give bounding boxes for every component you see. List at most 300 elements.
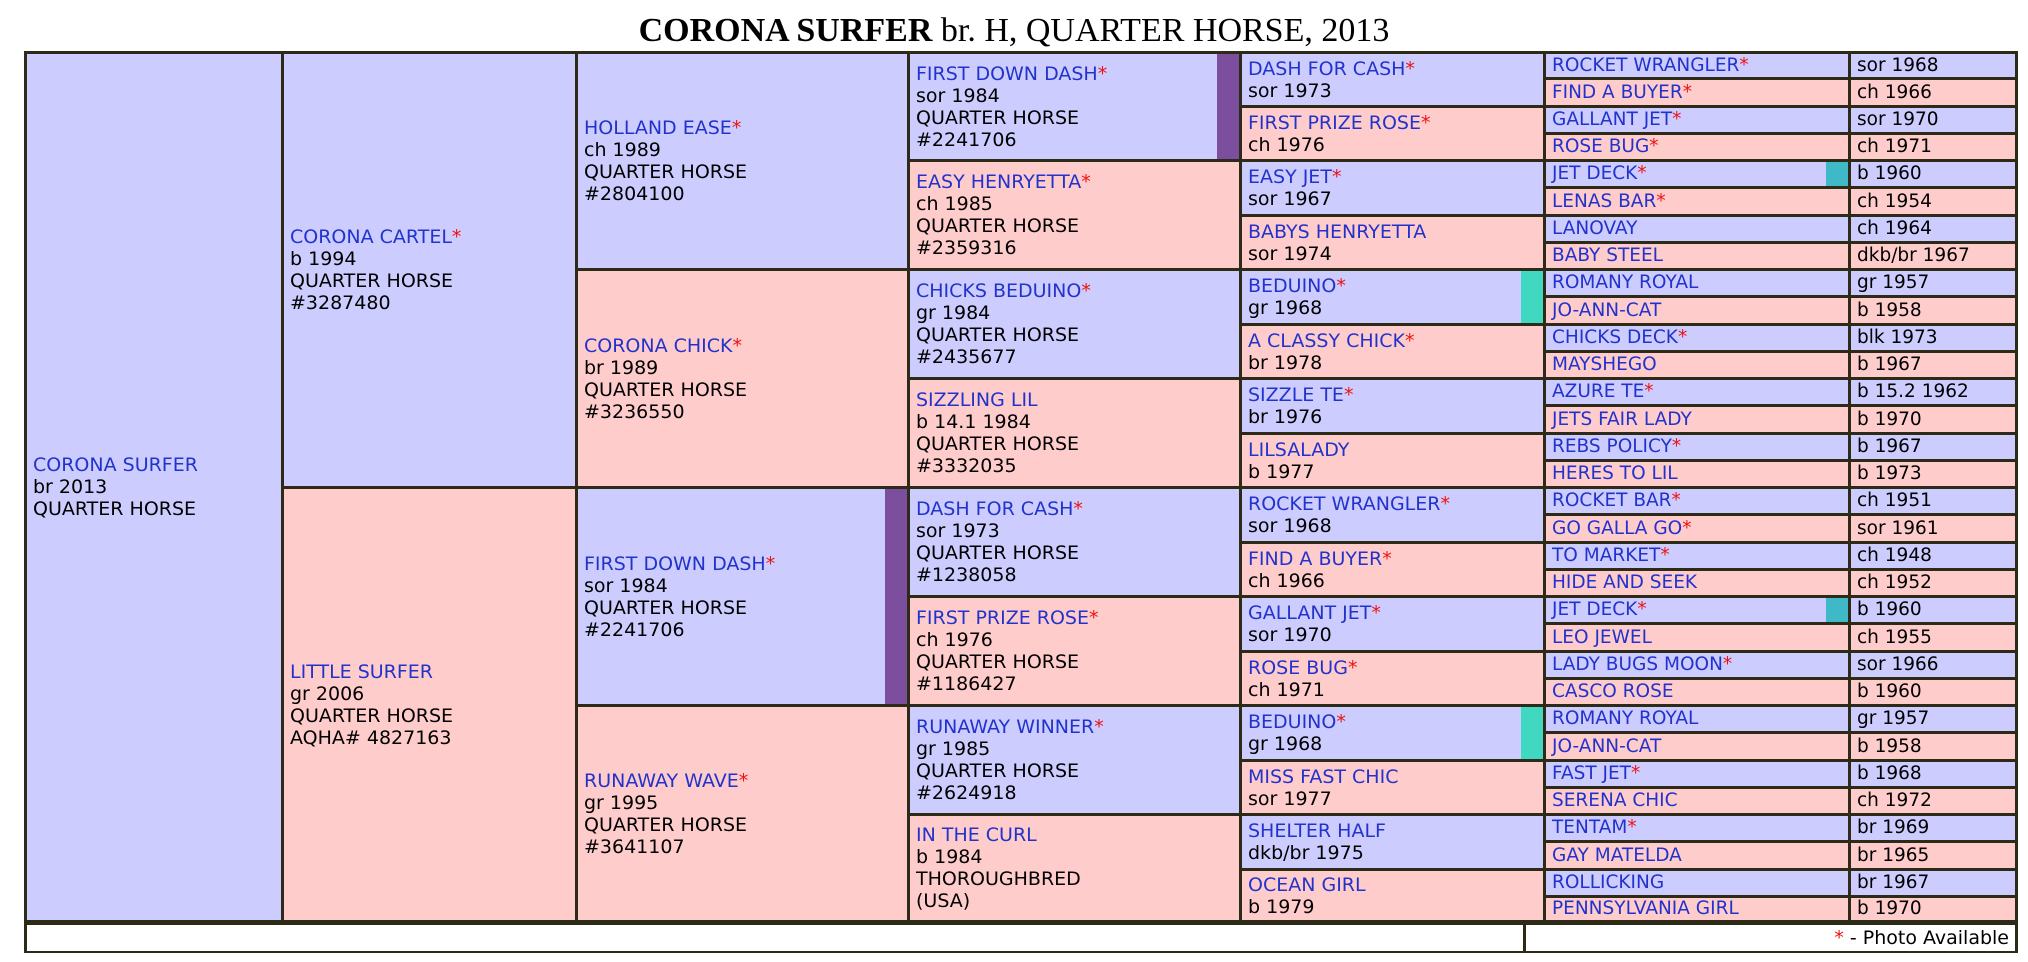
horse-detail: AQHA# 4827163 (290, 726, 452, 749)
horse-name[interactable]: MISS FAST CHIC (1248, 765, 1399, 788)
horse-name[interactable]: CORONA CHICK (584, 334, 733, 357)
gen5-ancestor[interactable] (1546, 407, 1848, 432)
horse-name[interactable]: JET DECK (1552, 599, 1638, 620)
horse-name-link[interactable] (1552, 873, 1842, 893)
horse-detail: sor 1973 (1248, 79, 1332, 102)
horse-detail: #1238058 (916, 564, 1017, 586)
horse-name[interactable]: OCEAN GIRL (1248, 873, 1366, 896)
horse-name-link[interactable] (1248, 874, 1537, 896)
gen4-ancestor[interactable] (1242, 598, 1543, 650)
horse-detail: gr 1985 (916, 738, 991, 760)
horse-name[interactable]: HERES TO LIL (1552, 463, 1678, 484)
gen5-ancestor[interactable] (1546, 843, 1848, 868)
horse-name-link[interactable] (1552, 192, 1842, 212)
horse-name[interactable]: FIRST DOWN DASH (916, 62, 1098, 85)
gen3-ancestor[interactable] (910, 816, 1239, 920)
photo-legend (1526, 925, 2015, 951)
photo-star-icon: * (1644, 381, 1654, 402)
horse-name[interactable]: RUNAWAY WINNER (916, 716, 1095, 738)
photo-star-icon: * (1371, 602, 1381, 624)
horse-detail: ch 1952 (1857, 572, 1932, 593)
gen5-ancestor[interactable] (1546, 353, 1848, 377)
gen5-ancestor[interactable] (1546, 898, 1848, 920)
inbreeding-marker (1826, 598, 1848, 622)
gen5-ancestor[interactable] (1546, 625, 1848, 650)
horse-name-link[interactable] (916, 63, 1233, 85)
inbreeding-marker (885, 489, 907, 704)
gen5-ancestor[interactable] (1546, 571, 1848, 595)
gen4-ancestor[interactable] (1242, 326, 1543, 377)
horse-name-link[interactable] (916, 607, 1233, 629)
horse-name[interactable]: ROSE BUG (1552, 136, 1650, 157)
gen4-ancestor[interactable] (1242, 162, 1543, 214)
inbreeding-marker (1521, 707, 1543, 759)
horse-name[interactable]: SHELTER HALF (1248, 820, 1386, 842)
gen4-ancestor[interactable] (1242, 271, 1543, 323)
gen5-ancestor[interactable] (1546, 516, 1848, 541)
horse-name-link[interactable] (290, 661, 569, 683)
photo-star-icon: * (1671, 436, 1682, 457)
horse-detail: gr 1995 (584, 791, 659, 814)
gen5-ancestor-info (1851, 762, 2015, 786)
horse-name[interactable]: FIRST PRIZE ROSE (916, 607, 1089, 629)
photo-star-icon: * (1336, 275, 1346, 297)
gen1-ancestor[interactable] (284, 54, 575, 486)
gen5-ancestor-info (1851, 407, 2015, 432)
gen5-ancestor[interactable] (1546, 80, 1848, 105)
horse-name-link[interactable] (1552, 600, 1842, 620)
photo-star-icon: * (731, 117, 742, 139)
horse-name-link[interactable] (1248, 657, 1537, 679)
horse-name[interactable]: CHICKS BEDUINO (916, 280, 1082, 302)
gen5-ancestor[interactable] (1546, 816, 1848, 840)
subject-horse[interactable] (27, 54, 281, 920)
horse-name[interactable]: JO-ANN-CAT (1552, 735, 1662, 757)
horse-detail: ch 1948 (1857, 545, 1932, 566)
inbreeding-marker (1826, 162, 1848, 186)
horse-name[interactable]: ROCKET BAR (1552, 490, 1672, 511)
horse-name-link[interactable] (1552, 846, 1842, 866)
horse-name-link[interactable] (1552, 464, 1842, 484)
horse-name-link[interactable] (1248, 330, 1537, 352)
horse-name-link[interactable] (916, 280, 1233, 302)
horse-name-link[interactable] (1552, 301, 1842, 321)
horse-name-link[interactable] (916, 716, 1233, 738)
footer-blank (27, 925, 1523, 951)
horse-name[interactable]: SERENA CHIC (1552, 790, 1678, 811)
horse-name-link[interactable] (916, 498, 1233, 520)
gen4-ancestor[interactable] (1242, 108, 1543, 159)
horse-name-link[interactable] (1552, 164, 1842, 184)
horse-name[interactable]: TO MARKET (1552, 545, 1661, 566)
horse-detail: b 1973 (1857, 463, 1922, 484)
gen3-ancestor[interactable] (910, 598, 1239, 704)
horse-detail: br 1989 (584, 356, 659, 379)
horse-name[interactable]: A CLASSY CHICK (1248, 329, 1405, 352)
horse-detail: QUARTER HORSE (584, 161, 748, 183)
photo-star-icon: * (1405, 57, 1415, 80)
horse-name-link[interactable] (1552, 219, 1842, 239)
horse-name-link[interactable] (1248, 711, 1537, 733)
gen3-ancestor[interactable] (910, 271, 1239, 377)
horse-detail: br 1976 (1248, 406, 1323, 428)
photo-star-icon: * (1440, 493, 1450, 515)
horse-name-link[interactable] (1552, 573, 1842, 593)
gen5-ancestor-info (1851, 489, 2015, 513)
photo-star-icon: * (1739, 54, 1749, 76)
horse-name-link[interactable] (1552, 110, 1842, 130)
horse-name[interactable]: CORONA SURFER (33, 454, 198, 476)
horse-name-link[interactable] (1552, 709, 1842, 729)
horse-detail: dkb/br 1975 (1248, 842, 1364, 864)
photo-star-icon: * (1331, 166, 1342, 188)
horse-detail: QUARTER HORSE (584, 378, 748, 401)
horse-name[interactable]: DASH FOR CASH (916, 498, 1074, 520)
gen5-ancestor[interactable] (1546, 489, 1848, 513)
horse-detail: #2359316 (916, 237, 1017, 259)
gen5-ancestor[interactable] (1546, 162, 1848, 186)
horse-detail: sor 1966 (1857, 654, 1939, 675)
gen5-ancestor[interactable] (1546, 734, 1848, 759)
horse-detail: #3287480 (290, 292, 391, 314)
horse-detail: sor 1967 (1248, 188, 1332, 210)
horse-name[interactable]: RUNAWAY WAVE (584, 769, 739, 792)
horse-name[interactable]: BEDUINO (1248, 711, 1337, 733)
horse-name[interactable]: JET DECK (1552, 163, 1638, 184)
horse-name[interactable]: ROMANY ROYAL (1552, 272, 1699, 293)
photo-star-icon: * (1097, 62, 1108, 85)
horse-detail: sor 1968 (1248, 515, 1332, 537)
horse-name-link[interactable] (1552, 519, 1842, 539)
horse-detail: #2241706 (584, 618, 685, 641)
gen5-ancestor-info (1851, 598, 2015, 622)
horse-name[interactable]: AZURE TE (1552, 381, 1645, 402)
horse-name[interactable]: CORONA CARTEL (290, 226, 452, 248)
horse-name-link[interactable] (1248, 166, 1537, 188)
gen5-ancestor[interactable] (1546, 707, 1848, 731)
horse-detail: b 1960 (1857, 599, 1922, 620)
horse-detail: QUARTER HORSE (916, 106, 1080, 129)
gen5-ancestor[interactable] (1546, 462, 1848, 486)
horse-name[interactable]: FIND A BUYER (1552, 81, 1683, 103)
inbreeding-marker (1217, 54, 1239, 159)
horse-name[interactable]: JETS FAIR LADY (1552, 408, 1692, 430)
horse-name[interactable]: LITTLE SURFER (290, 660, 434, 683)
horse-name[interactable]: FIRST PRIZE ROSE (1248, 111, 1421, 134)
horse-name-link[interactable] (33, 454, 275, 476)
gen5-ancestor[interactable] (1546, 135, 1848, 159)
gen5-ancestor-info (1851, 435, 2015, 459)
gen5-ancestor[interactable] (1546, 435, 1848, 459)
photo-star-icon: * (1404, 329, 1415, 352)
horse-name[interactable]: HIDE AND SEEK (1552, 572, 1698, 593)
gen4-ancestor[interactable] (1242, 435, 1543, 486)
photo-star-icon: * (1649, 136, 1659, 157)
photo-star-icon: * (451, 226, 462, 248)
horse-name-link[interactable] (1552, 899, 1842, 919)
horse-detail: b 1960 (1857, 163, 1922, 184)
horse-detail: b 1958 (1857, 299, 1922, 321)
gen5-ancestor[interactable] (1546, 108, 1848, 132)
horse-name-link[interactable] (1248, 493, 1537, 515)
photo-star-icon: * (1722, 654, 1733, 675)
horse-name[interactable]: JO-ANN-CAT (1552, 299, 1662, 321)
horse-name-link[interactable] (1552, 818, 1842, 838)
gen3-ancestor[interactable] (910, 54, 1239, 159)
horse-detail: sor 1968 (1857, 54, 1939, 76)
horse-name-link[interactable] (1552, 56, 1842, 76)
gen4-ancestor[interactable] (1242, 762, 1543, 813)
horse-name-link[interactable] (1552, 137, 1842, 157)
photo-star-icon: * (1834, 927, 1844, 949)
horse-name-link[interactable] (1248, 221, 1537, 243)
gen2-ancestor[interactable] (578, 489, 907, 704)
gen4-ancestor[interactable] (1242, 217, 1543, 268)
gen5-ancestor[interactable] (1546, 762, 1848, 786)
horse-name[interactable]: FIND A BUYER (1248, 547, 1383, 570)
horse-detail: #2241706 (916, 128, 1017, 151)
horse-name[interactable]: LENAS BAR (1552, 190, 1657, 212)
photo-star-icon: * (1682, 517, 1692, 539)
gen5-ancestor-info (1851, 244, 2015, 268)
horse-name-link[interactable] (1552, 546, 1842, 566)
gen2-ancestor[interactable] (578, 271, 907, 486)
horse-name-link[interactable] (916, 389, 1233, 411)
gen4-ancestor[interactable] (1242, 380, 1543, 432)
horse-name[interactable]: REBS POLICY (1552, 436, 1672, 457)
horse-name[interactable]: BABY STEEL (1552, 245, 1663, 266)
horse-name-link[interactable] (1552, 737, 1842, 757)
horse-detail: ch 1972 (1857, 790, 1932, 811)
horse-detail: ch 1955 (1857, 626, 1932, 648)
horse-detail: THOROUGHBRED (916, 868, 1081, 890)
horse-name[interactable]: ROSE BUG (1248, 656, 1348, 679)
horse-name[interactable]: PENNSYLVANIA GIRL (1552, 898, 1739, 919)
gen5-ancestor[interactable] (1546, 598, 1848, 622)
horse-detail: #2804100 (584, 183, 685, 205)
horse-detail: gr 1968 (1248, 297, 1323, 319)
horse-name[interactable]: FAST JET (1552, 763, 1631, 784)
horse-name-link[interactable] (1552, 628, 1842, 648)
horse-name-link[interactable] (1552, 410, 1842, 430)
horse-name-link[interactable] (584, 770, 901, 792)
horse-name[interactable]: EASY HENRYETTA (916, 171, 1082, 193)
gen4-ancestor[interactable] (1242, 816, 1543, 868)
horse-detail: b 1970 (1857, 898, 1922, 919)
gen4-ancestor[interactable] (1242, 489, 1543, 541)
horse-name-link[interactable] (1248, 384, 1537, 406)
horse-detail: QUARTER HORSE (916, 651, 1080, 673)
gen5-ancestor-info (1851, 189, 2015, 214)
horse-name-link[interactable] (584, 335, 901, 357)
horse-detail: #3641107 (584, 835, 685, 858)
gen4-ancestor[interactable] (1242, 544, 1543, 595)
gen5-ancestor[interactable] (1546, 271, 1848, 295)
horse-detail: b 15.2 1962 (1857, 381, 1969, 402)
gen5-ancestor[interactable] (1546, 326, 1848, 350)
gen4-ancestor[interactable] (1242, 707, 1543, 759)
horse-detail: sor 1977 (1248, 787, 1332, 810)
horse-name[interactable]: BEDUINO (1248, 275, 1337, 297)
horse-detail: #3332035 (916, 455, 1017, 477)
photo-star-icon: * (1637, 163, 1647, 184)
horse-detail: b 1967 (1857, 436, 1922, 457)
pedigree-footer (24, 923, 2018, 953)
horse-name[interactable]: GO GALLA GO (1552, 517, 1683, 539)
horse-detail: QUARTER HORSE (584, 596, 748, 619)
horse-name[interactable]: DASH FOR CASH (1248, 57, 1406, 80)
gen5-ancestor-info (1851, 108, 2015, 132)
photo-star-icon: * (732, 334, 743, 357)
horse-name[interactable]: SIZZLE TE (1248, 384, 1344, 406)
gen2-ancestor[interactable] (578, 54, 907, 268)
gen5-ancestor-info (1851, 871, 2015, 895)
gen5-ancestor-info (1851, 653, 2015, 677)
horse-name-link[interactable] (1552, 682, 1842, 702)
gen4-ancestor[interactable] (1242, 54, 1543, 105)
horse-name-link[interactable] (1552, 382, 1842, 402)
horse-name[interactable]: LILSALADY (1248, 438, 1350, 461)
horse-name-link[interactable] (1552, 328, 1842, 348)
gen5-ancestor-info (1851, 734, 2015, 759)
horse-detail: sor 1970 (1857, 109, 1939, 130)
horse-detail: b 1968 (1857, 763, 1922, 784)
horse-name[interactable]: GALLANT JET (1552, 109, 1673, 130)
gen5-ancestor[interactable] (1546, 244, 1848, 268)
horse-detail: ch 1989 (584, 139, 661, 161)
horse-name-link[interactable] (1248, 112, 1537, 134)
gen5-ancestor-info (1851, 298, 2015, 323)
horse-detail: ch 1976 (1248, 133, 1325, 156)
horse-name[interactable]: CHICKS DECK (1552, 327, 1678, 348)
horse-name-link[interactable] (1248, 439, 1537, 461)
horse-name[interactable]: FIRST DOWN DASH (584, 552, 766, 575)
horse-name-link[interactable] (290, 226, 569, 248)
horse-name-link[interactable] (1248, 766, 1537, 788)
horse-name[interactable]: HOLLAND EASE (584, 117, 732, 139)
horse-name-link[interactable] (1552, 655, 1842, 675)
horse-detail: b 14.1 1984 (916, 411, 1031, 433)
horse-name-link[interactable] (1552, 246, 1842, 266)
gen2-ancestor[interactable] (578, 707, 907, 920)
gen5-ancestor[interactable] (1546, 380, 1848, 404)
horse-name[interactable]: IN THE CURL (916, 824, 1037, 846)
title-details: br. H, QUARTER HORSE, 2013 (940, 12, 1390, 49)
gen5-ancestor[interactable] (1546, 54, 1848, 77)
horse-name-link[interactable] (1552, 764, 1842, 784)
horse-detail: b 1979 (1248, 895, 1315, 918)
horse-name[interactable]: MAYSHEGO (1552, 354, 1657, 375)
horse-name[interactable]: EASY JET (1248, 166, 1332, 188)
horse-detail: QUARTER HORSE (916, 433, 1080, 455)
gen5-ancestor-info (1851, 680, 2015, 704)
horse-name[interactable]: ROCKET WRANGLER (1248, 493, 1441, 515)
horse-name-link[interactable] (916, 171, 1233, 193)
horse-name-link[interactable] (1552, 83, 1842, 103)
photo-star-icon: * (1421, 111, 1431, 134)
horse-detail: b 1994 (290, 248, 357, 270)
horse-name-link[interactable] (1248, 275, 1537, 297)
horse-name-link[interactable] (584, 117, 901, 139)
photo-star-icon: * (1089, 607, 1099, 629)
horse-name[interactable]: ROLLICKING (1552, 872, 1665, 893)
pedigree-chart (24, 51, 2018, 923)
horse-name[interactable]: ROCKET WRANGLER (1552, 54, 1740, 76)
horse-detail: sor 1970 (1248, 624, 1332, 646)
horse-detail: #3236550 (584, 400, 685, 423)
photo-star-icon: * (1073, 498, 1083, 520)
horse-detail: gr 1984 (916, 302, 991, 324)
horse-name-link[interactable] (1552, 355, 1842, 375)
gen5-ancestor[interactable] (1546, 871, 1848, 895)
photo-legend-text: - Photo Available (1843, 927, 2009, 949)
horse-name-link[interactable] (1552, 273, 1842, 293)
gen5-ancestor[interactable] (1546, 189, 1848, 214)
horse-detail: QUARTER HORSE (916, 215, 1080, 237)
photo-star-icon: * (1637, 599, 1647, 620)
gen5-ancestor[interactable] (1546, 789, 1848, 813)
gen5-ancestor[interactable] (1546, 217, 1848, 241)
photo-star-icon: * (1094, 716, 1104, 738)
horse-name-link[interactable] (1248, 602, 1537, 624)
horse-name[interactable]: TENTAM (1552, 817, 1628, 838)
gen1-ancestor[interactable] (284, 489, 575, 920)
gen5-ancestor-info (1851, 80, 2015, 105)
horse-detail: ch 1966 (1248, 569, 1325, 592)
gen3-ancestor[interactable] (910, 380, 1239, 486)
gen5-ancestor[interactable] (1546, 298, 1848, 323)
photo-star-icon: * (1660, 545, 1670, 566)
horse-name[interactable]: ROMANY ROYAL (1552, 708, 1699, 729)
horse-name[interactable]: SIZZLING LIL (916, 389, 1038, 411)
horse-name-link[interactable] (1552, 791, 1842, 811)
horse-name[interactable]: LADY BUGS MOON (1552, 654, 1723, 675)
horse-name-link[interactable] (1552, 491, 1842, 511)
horse-detail: ch 1971 (1248, 678, 1325, 701)
gen5-ancestor-info (1851, 326, 2015, 350)
horse-detail: QUARTER HORSE (916, 542, 1080, 564)
horse-detail: #2435677 (916, 346, 1017, 368)
horse-name-link[interactable] (1552, 437, 1842, 457)
horse-name[interactable]: CASCO ROSE (1552, 681, 1674, 702)
horse-name[interactable]: LEO JEWEL (1552, 626, 1652, 648)
horse-name-link[interactable] (916, 824, 1233, 846)
gen5-ancestor-info (1851, 571, 2015, 595)
photo-star-icon: * (738, 769, 749, 792)
horse-name-link[interactable] (1248, 820, 1537, 842)
horse-name-link[interactable] (1248, 548, 1537, 570)
gen3-ancestor[interactable] (910, 489, 1239, 595)
photo-star-icon: * (1081, 171, 1091, 193)
gen5-ancestor[interactable] (1546, 680, 1848, 704)
horse-detail: QUARTER HORSE (916, 324, 1080, 346)
horse-name[interactable]: GALLANT JET (1248, 602, 1372, 624)
horse-name[interactable]: BABYS HENRYETTA (1248, 220, 1427, 243)
gen3-ancestor[interactable] (910, 162, 1239, 268)
gen5-ancestor-info (1851, 789, 2015, 813)
horse-name-link[interactable] (1248, 58, 1537, 80)
horse-detail: gr 1968 (1248, 733, 1323, 755)
gen5-ancestor[interactable] (1546, 544, 1848, 568)
gen4-ancestor[interactable] (1242, 653, 1543, 704)
horse-name-link[interactable] (584, 553, 901, 575)
horse-name[interactable]: LANOVAY (1552, 218, 1638, 239)
gen4-ancestor[interactable] (1242, 871, 1543, 920)
horse-name[interactable]: GAY MATELDA (1552, 844, 1682, 866)
gen3-ancestor[interactable] (910, 707, 1239, 813)
gen5-ancestor[interactable] (1546, 653, 1848, 677)
gen5-ancestor-info (1851, 380, 2015, 404)
